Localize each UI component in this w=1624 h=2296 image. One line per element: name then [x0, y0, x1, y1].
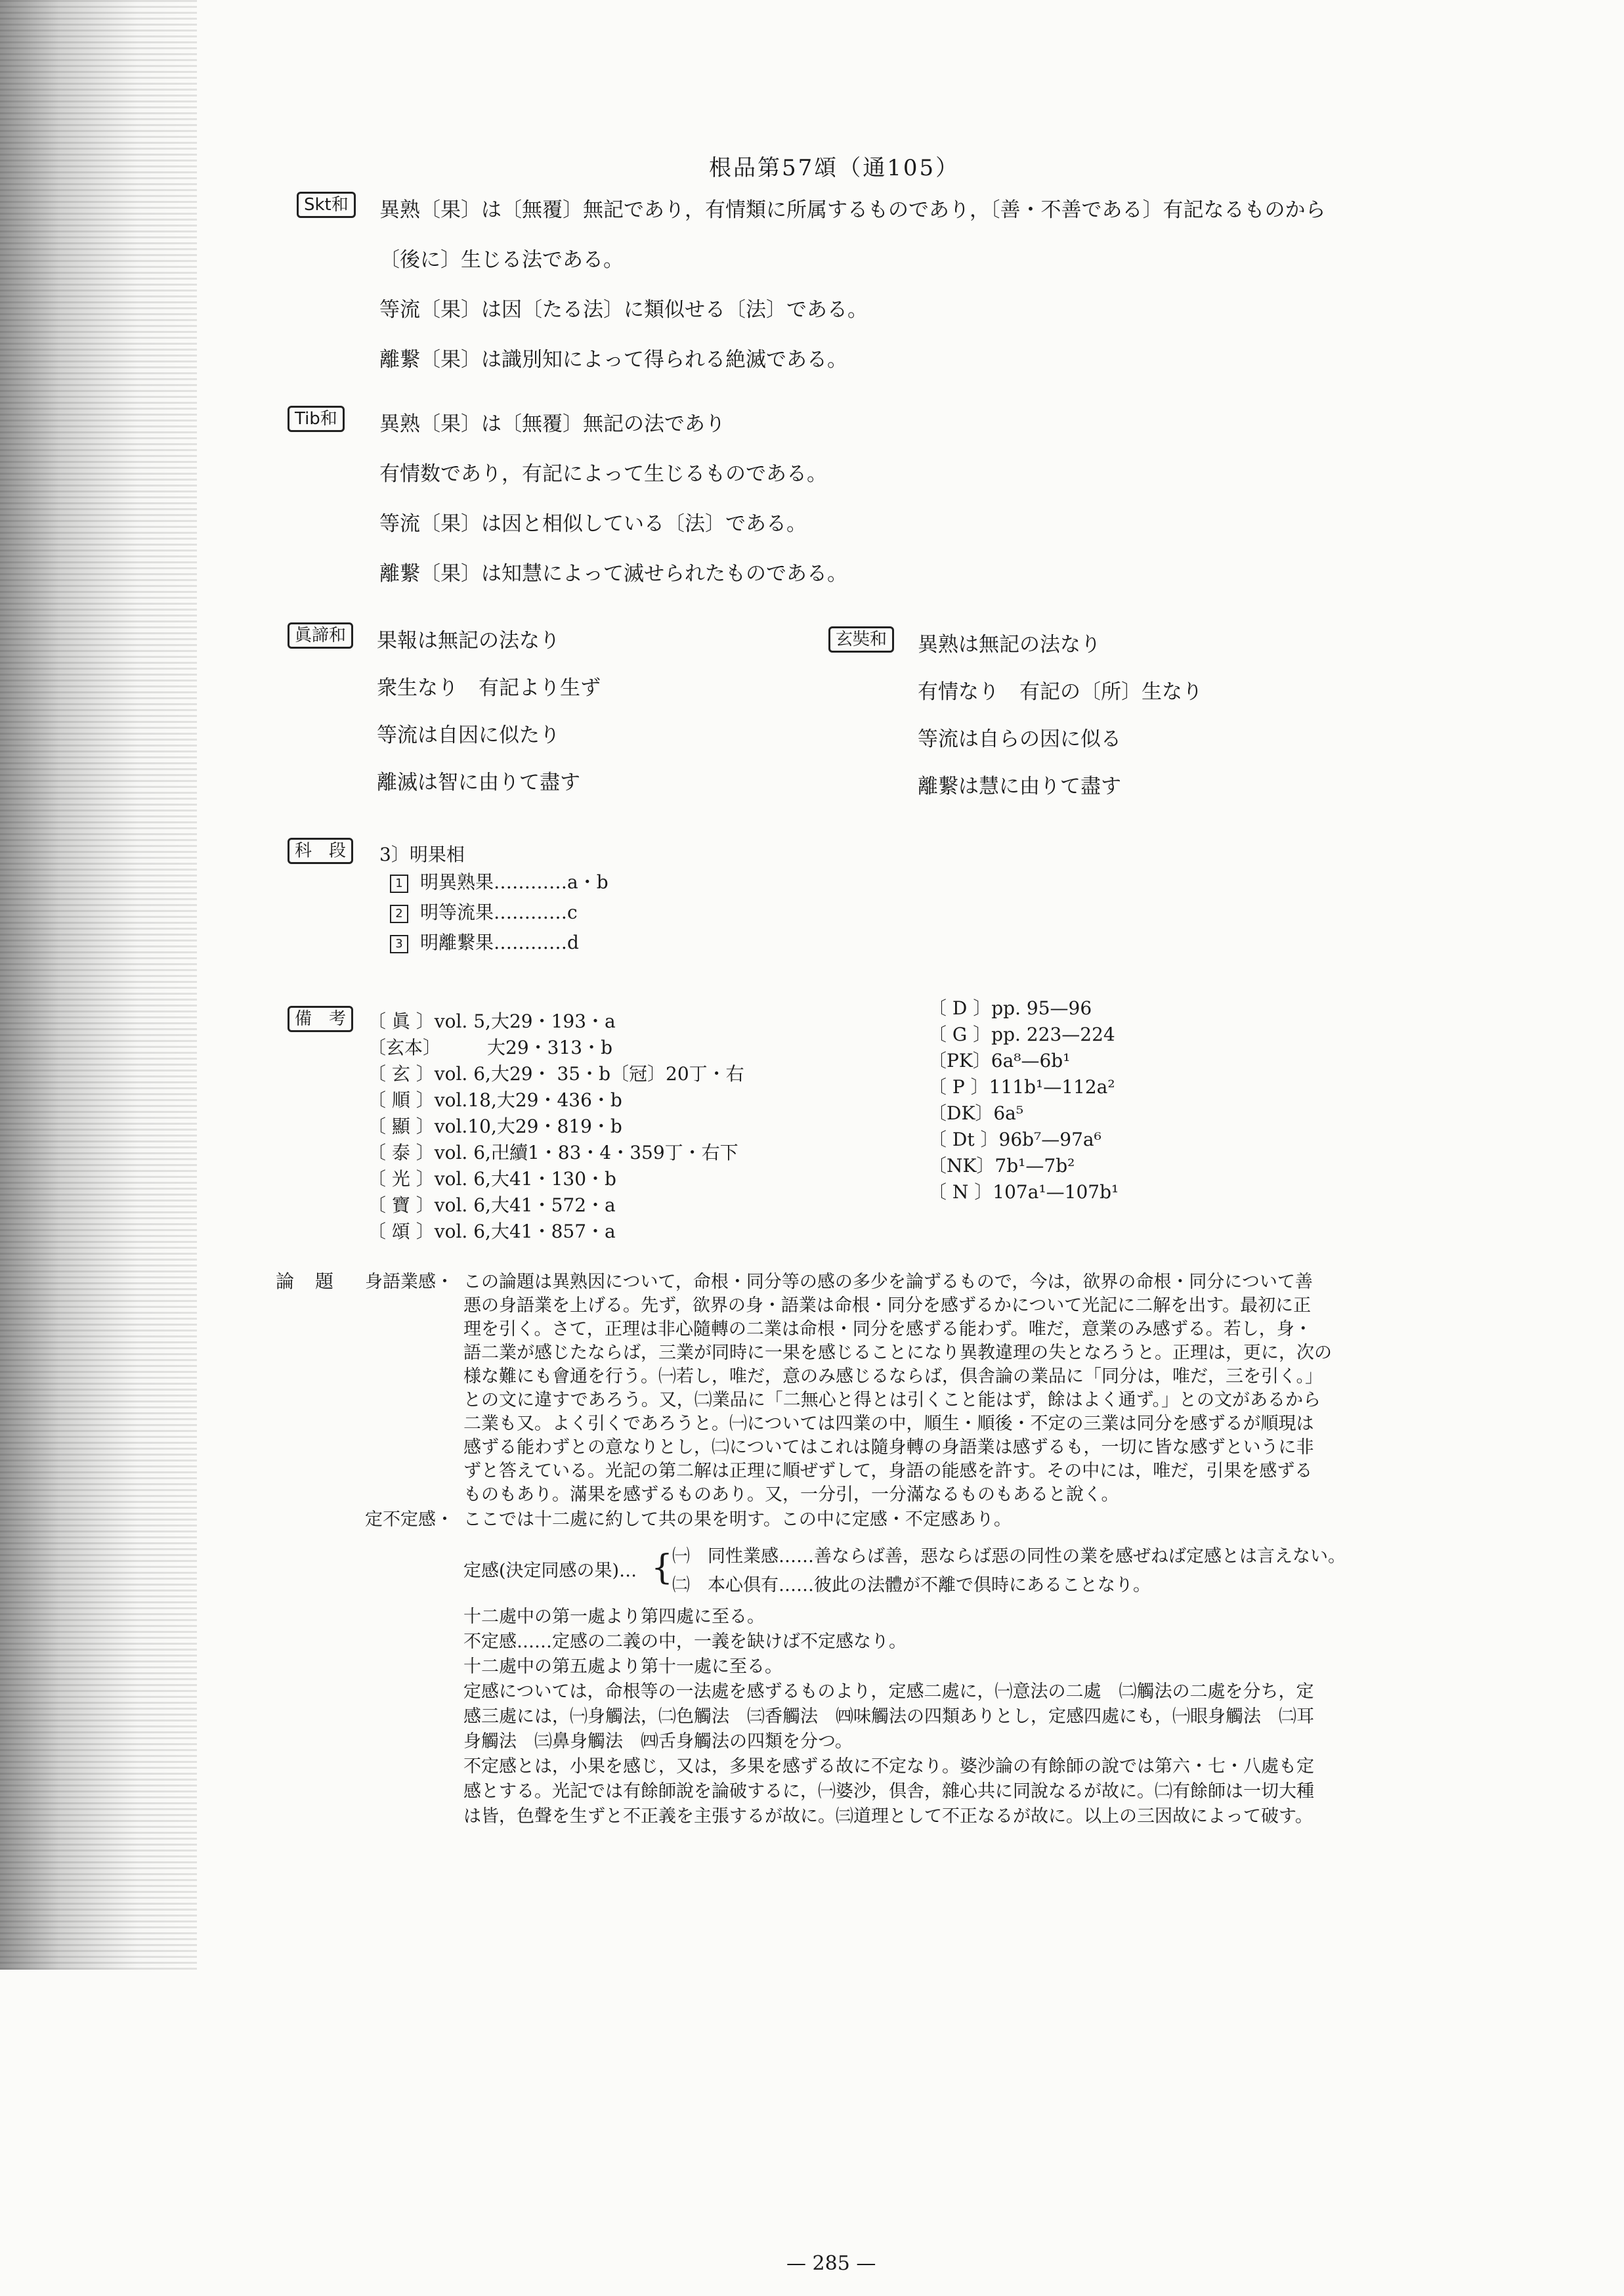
tib-label: Tib和	[288, 406, 345, 432]
biko-left-ref: 〔玄本〕 大29・313・b	[368, 1037, 612, 1058]
topic1-text: 理を引く。さて，正理は非心隨轉の二業は命根・同分を感ずる能わず。唯だ，意業のみ感ずる。若し，身・	[463, 1319, 1312, 1339]
item-text: 明離繋果…………d	[420, 932, 579, 953]
kadan-item	[390, 928, 579, 955]
topic1-text: 二業も又。よく引くであろうと。㈠については四業の中，順生・順後・不定の三業は同分を感ずるが順現は	[463, 1414, 1314, 1434]
tib-line: 離繋〔果〕は知慧によって滅せられたものである。	[379, 562, 847, 586]
biko-right-ref: 〔 Dt 〕96b⁷—97a⁶	[928, 1129, 1101, 1150]
topic2-text: 不定感とは，小果を感じ，又は，多果を感ずる故に不定なり。婆沙論の有餘師の說では第六・七・八處も定	[463, 1756, 1314, 1777]
kadan-heading: 3〕明果相	[379, 844, 465, 865]
biko-right-ref: 〔 N 〕107a¹—107b¹	[928, 1181, 1119, 1203]
topic2-text: 身觸法 ㈢鼻身觸法 ㈣舌身觸法の四類を分つ。	[463, 1731, 853, 1752]
shintai-line: 離滅は智に由りて盡す	[377, 771, 580, 794]
biko-right-ref: 〔 P 〕111b¹—112a²	[928, 1076, 1115, 1098]
item-number: 2	[390, 905, 408, 923]
kadan-label: 科 段	[288, 838, 353, 864]
topic2-text: は皆，色聲を生ずと不正義を主張するが故に。㈢道理として不正なるが故に。以上の三因故によって破す。	[463, 1806, 1313, 1827]
biko-label: 備 考	[288, 1006, 353, 1032]
teikan-label: 定感(決定同感の果)…	[463, 1561, 637, 1581]
biko-left-ref: 〔 顯 〕vol.10,大29・819・b	[368, 1116, 622, 1137]
topic2-text: ここでは十二處に約して共の果を明す。この中に定感・不定感あり。	[463, 1509, 1012, 1530]
kadan-item	[390, 898, 578, 924]
biko-right-ref: 〔 G 〕pp. 223—224	[928, 1024, 1115, 1045]
teikan-item: ㈡ 本心倶有……彼此の法體が不離で倶時にあることなり。	[672, 1575, 1151, 1595]
genjo-line: 離繋は慧に由りて盡す	[918, 775, 1121, 798]
biko-left-ref: 〔 頌 〕vol. 6,大41・857・a	[368, 1221, 616, 1242]
item-number: 1	[390, 875, 408, 893]
biko-left-ref: 〔 順 〕vol.18,大29・436・b	[368, 1089, 622, 1111]
biko-left-ref: 〔 泰 〕vol. 6,卍續1・83・4・359丁・右下	[368, 1142, 738, 1163]
biko-left-ref: 〔 眞 〕vol. 5,大29・193・a	[368, 1010, 616, 1032]
topic1-text: との文に違すであろう。又，㈡業品に「二無心と得とは引くこと能はず，餘はよく通ず。」との文があるから	[463, 1390, 1321, 1410]
skt-line: 異熟〔果〕は〔無覆〕無記であり，有情類に所属するものであり，〔善・不善である〕有記なるものから	[379, 198, 1326, 222]
tib-line: 異熟〔果〕は〔無覆〕無記の法であり	[379, 412, 725, 436]
item-text: 明異熟果…………a・b	[420, 871, 609, 893]
skt-line: 等流〔果〕は因〔たる法〕に類似せる〔法〕である。	[379, 298, 868, 322]
topic2-text: 感とする。光記では有餘師說を論破するに，㈠婆沙，倶舎，雜心共に同說なるが故に。㈡有餘師は一切大種	[463, 1781, 1314, 1802]
biko-left-ref: 〔 光 〕vol. 6,大41・130・b	[368, 1168, 616, 1190]
topic1-text: 感ずる能わずとの意なりとし，㈡についてはこれは隨身轉の身語業は感ずるも，一切に皆な感ずというに非	[463, 1437, 1314, 1458]
shintai-line: 衆生なり 有記より生ず	[377, 676, 601, 700]
topic2-text: 十二處中の第一處より第四處に至る。	[463, 1607, 765, 1627]
topic1-text: ずと答えている。光記の第二解は正理に順ぜずして，身語の能感を許す。その中には，唯だ，引果を感ずる	[463, 1461, 1313, 1481]
genjo-line: 有情なり 有記の〔所〕生なり	[918, 680, 1203, 704]
skt-line: 離繋〔果〕は識別知によって得られる絶滅である。	[379, 348, 847, 372]
topic2-text: 感三處には，㈠身觸法，㈡色觸法 ㈢香觸法 ㈣味觸法の四類ありとし，定感四處にも，㈠眼身觸法 ㈡耳	[463, 1706, 1314, 1727]
genjo-label: 玄奘和	[828, 626, 894, 653]
rondai-label: 論 題	[276, 1270, 335, 1292]
item-text: 明等流果…………c	[420, 901, 578, 923]
topic1-text: ものもあり。滿果を感ずるものあり。又，一分引，一分滿なるものもあると說く。	[463, 1484, 1119, 1505]
page-header: 根品第57頌（通105）	[709, 155, 960, 181]
genjo-line: 等流は自らの因に似る	[918, 727, 1121, 751]
topic2-text: 十二處中の第五處より第十一處に至る。	[463, 1657, 782, 1677]
topic1-label: 身語業感・	[365, 1272, 454, 1292]
topic1-text: 悪の身語業を上げる。先ず，欲界の身・語業は命根・同分を感ずるかについて光記に二解を出す。最初に正	[463, 1295, 1312, 1316]
teikan-item: ㈠ 同性業感……善ならば善，惡ならば惡の同性の業を感ぜねば定感とは言えない。	[672, 1546, 1346, 1567]
kadan-item	[390, 868, 609, 894]
topic2-label: 定不定感・	[365, 1509, 454, 1530]
topic1-text: この論題は異熟因について，命根・同分等の感の多少を論ずるもので，今は，欲界の命根・同分について善	[463, 1272, 1313, 1292]
topic1-text: 様な難にも會通を行う。㈠若し，唯だ，意のみ感じるならば，倶舎論の業品に「同分は，唯だ，三を引く。」	[463, 1366, 1323, 1387]
item-number: 3	[390, 935, 408, 953]
brace-mark: {	[651, 1548, 673, 1588]
biko-left-ref: 〔 玄 〕vol. 6,大29・ 35・b〔冠〕20丁・右	[368, 1063, 744, 1085]
page-number: — 285 —	[786, 2252, 876, 2275]
genjo-line: 異熟は無記の法なり	[918, 633, 1101, 657]
biko-right-ref: 〔DK〕6a⁵	[928, 1102, 1024, 1124]
biko-right-ref: 〔NK〕7b¹—7b²	[928, 1155, 1075, 1177]
biko-left-ref: 〔 寶 〕vol. 6,大41・572・a	[368, 1194, 616, 1216]
topic2-text: 定感については，命根等の一法處を感ずるものより，定感二處に，㈠意法の二處 ㈡觸法の二處を分ち，定	[463, 1681, 1314, 1702]
biko-right-ref: 〔PK〕6a⁸—6b¹	[928, 1050, 1071, 1072]
shintai-line: 果報は無記の法なり	[377, 629, 560, 653]
shintai-label: 眞諦和	[288, 622, 353, 649]
tib-line: 等流〔果〕は因と相似している〔法〕である。	[379, 512, 807, 536]
skt-label: Skt和	[297, 192, 356, 218]
scan-edge-shadow	[0, 0, 197, 1970]
topic2-text: 不定感……定感の二義の中，一義を缺けば不定感なり。	[463, 1632, 907, 1652]
shintai-line: 等流は自因に似たり	[377, 724, 560, 747]
biko-right-ref: 〔 D 〕pp. 95—96	[928, 997, 1092, 1019]
topic1-text: 語二業が感じたならば，三業が同時に一果を感じることになり異教違理の失となろうと。正理は，更に，次の	[463, 1343, 1332, 1363]
skt-line: 〔後に〕生じる法である。	[379, 248, 624, 272]
tib-line: 有情数であり，有記によって生じるものである。	[379, 462, 827, 486]
